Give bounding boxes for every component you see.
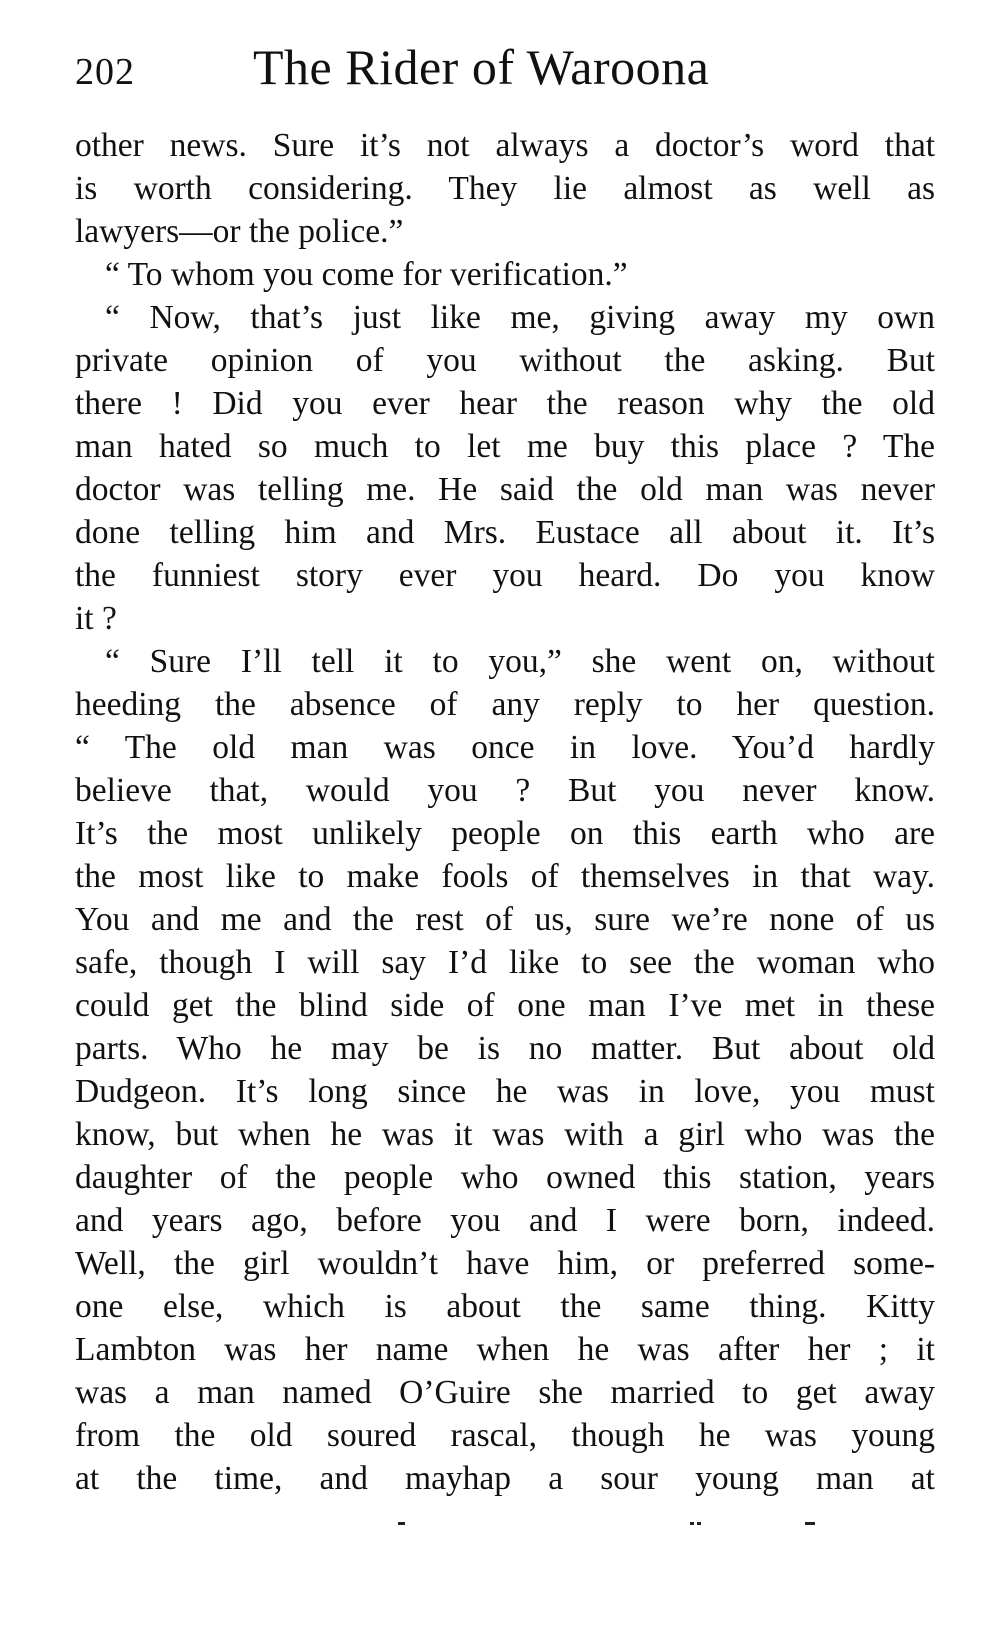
- ink-mark: [805, 1522, 815, 1525]
- text-line: It’s the most unlikely people on this earth who are: [75, 815, 935, 852]
- text-line: is worth considering. They lie almost as well as: [75, 170, 935, 207]
- text-line: and years ago, before you and I were born, indeed.: [75, 1202, 935, 1239]
- text-line: doctor was telling me. He said the old man was never: [75, 471, 935, 508]
- ink-mark: [398, 1522, 405, 1525]
- text-line: other news. Sure it’s not always a doctor’s word that: [75, 127, 935, 164]
- text-line: “ Sure I’ll tell it to you,” she went on, without: [105, 643, 935, 680]
- text-line: know, but when he was it was with a girl who was the: [75, 1116, 935, 1153]
- body-text: [75, 124, 935, 1500]
- text-line: at the time, and mayhap a sour young man at: [75, 1460, 935, 1497]
- text-line: safe, though I will say I’d like to see the woman who: [75, 944, 935, 981]
- ink-mark: [697, 1522, 701, 1525]
- text-line: done telling him and Mrs. Eustace all about it. It’s: [75, 514, 935, 551]
- text-line: from the old soured rascal, though he was young: [75, 1417, 935, 1454]
- text-line: “ Now, that’s just like me, giving away my own: [105, 299, 935, 336]
- text-line: Lambton was her name when he was after her ; it: [75, 1331, 935, 1368]
- text-line: man hated so much to let me buy this place ? The: [75, 428, 935, 465]
- text-line: was a man named O’Guire she married to get away: [75, 1374, 935, 1411]
- text-line: Dudgeon. It’s long since he was in love, you must: [75, 1073, 935, 1110]
- text-line: could get the blind side of one man I’ve met in these: [75, 987, 935, 1024]
- text-line: private opinion of you without the asking. But: [75, 342, 935, 379]
- running-title: The Rider of Waroona: [253, 39, 710, 95]
- running-head: [75, 38, 935, 98]
- text-line: “ The old man was once in love. You’d hardly: [75, 729, 935, 766]
- text-line: Well, the girl wouldn’t have him, or preferred some-: [75, 1245, 935, 1282]
- text-line: believe that, would you ? But you never know.: [75, 772, 935, 809]
- text-line: parts. Who he may be is no matter. But about old: [75, 1030, 935, 1067]
- cutoff-line-remnants: [390, 1522, 850, 1528]
- text-line: lawyers—or the police.”: [75, 213, 404, 250]
- text-line: one else, which is about the same thing. Kitty: [75, 1288, 935, 1325]
- page-number: 202: [75, 51, 135, 93]
- text-line: the funniest story ever you heard. Do you know: [75, 557, 935, 594]
- text-line: You and me and the rest of us, sure we’re none of us: [75, 901, 935, 938]
- text-line: daughter of the people who owned this station, years: [75, 1159, 935, 1196]
- text-line: there ! Did you ever hear the reason why the old: [75, 385, 935, 422]
- text-line: “ To whom you come for verification.”: [105, 256, 628, 293]
- text-line: it ?: [75, 600, 117, 637]
- ink-mark: [690, 1522, 694, 1525]
- text-line: heeding the absence of any reply to her question.: [75, 686, 935, 723]
- text-line: the most like to make fools of themselves in that way.: [75, 858, 935, 895]
